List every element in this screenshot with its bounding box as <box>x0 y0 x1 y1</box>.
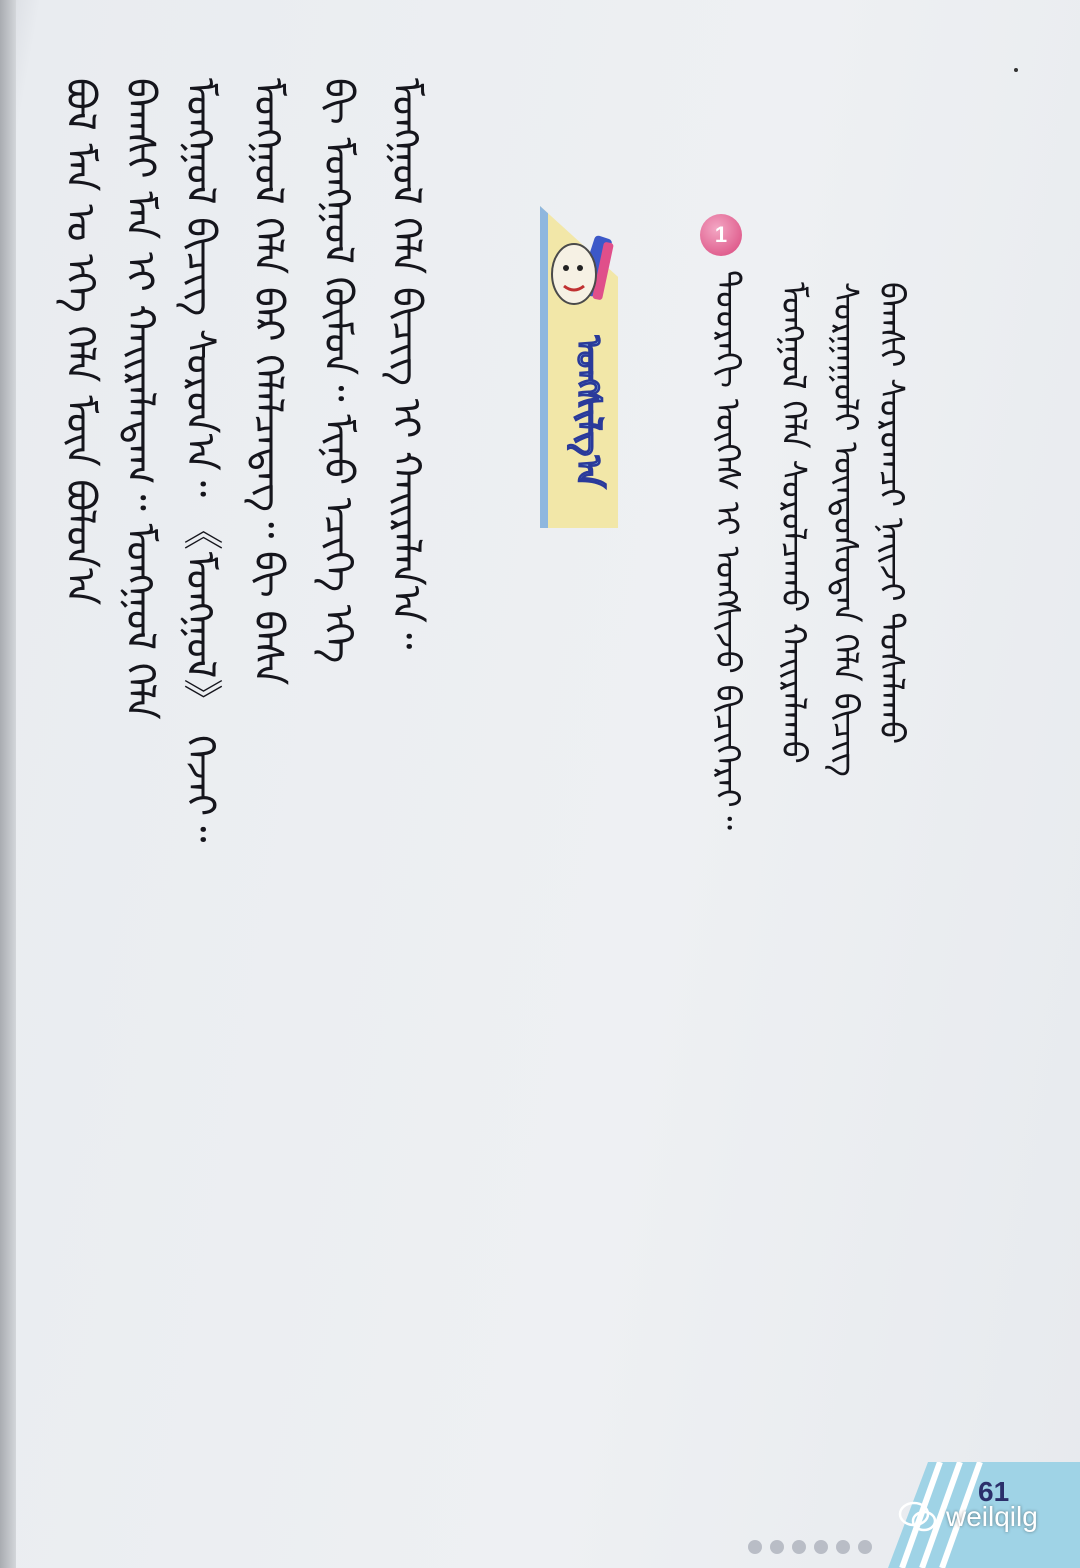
watermark <box>898 1500 1038 1534</box>
exercise-word-row-1: ᠪᠠᠭᠰᠢ ᠰᠤᠷᠤᠭᠴᠢ ᠨᠠᠢᠵᠢ ᠲᠤᠰᠠᠯᠠᠬᠤ <box>871 282 911 745</box>
dot <box>858 1540 872 1554</box>
wechat-icon <box>898 1500 938 1534</box>
exercise-word-row-3: ᠮᠣᠩᠭᠣᠯ ᠬᠡᠯᠡ ᠰᠤᠷᠤᠯᠴᠠᠬᠤ ᠬᠠᠢᠷᠠᠯᠠᠬᠤ <box>773 282 813 764</box>
page-binding-edge <box>0 0 16 1568</box>
dot <box>814 1540 828 1554</box>
page-number: 61 <box>978 1476 1010 1507</box>
exercise-number-badge <box>700 214 742 256</box>
exercise-instruction: ᠳᠣᠣᠷᠠᠬᠢ ᠦᠭᠡᠰ ᠢ ᠤᠩᠰᠢᠵᠤ ᠪᠢᠴᠢᠭᠡᠷᠡᠢ᠃ <box>707 270 747 831</box>
body-text-column-1: ᠮᠣᠩᠭᠣᠯ ᠬᠡᠯᠡ ᠪᠢᠴᠢᠭ ᠢ ᠬᠠᠢᠷᠠᠯᠠᠨ᠎ᠠ᠃ <box>383 78 429 650</box>
exercise-number: 1 <box>714 222 728 247</box>
dot <box>770 1540 784 1554</box>
dot <box>792 1540 806 1554</box>
ink-speck <box>1014 68 1018 72</box>
body-text-column-6: ᠪᠣᠯ ᠮᠠᠨ ᠤ ᠡᠬᠡ ᠬᠡᠯᠡ ᠮᠥᠨ ᠪᠣᠯᠤᠨ᠎ᠠ <box>57 78 103 606</box>
body-text-column-2: ᠪᠢ ᠮᠣᠩᠭᠣᠯ ᠬᠦᠮᠦᠨ᠃ ᠮᠢᠨᠦ ᠡᠴᠢᠭᠡ ᠡᠬᠡ <box>315 78 361 664</box>
dot <box>748 1540 762 1554</box>
body-text-column-4: ᠮᠣᠩᠭᠣᠯ ᠪᠢᠴᠢᠭ ᠰᠤᠷᠤᠨ᠎ᠠ᠃ 《ᠮᠣᠩᠭᠣᠯ》 ᠭᠡᠵᠡᠢ᠃ <box>177 78 223 843</box>
body-text-column-5: ᠪᠠᠭᠰᠢ ᠮᠠᠨ ᠢ ᠬᠠᠢᠷᠠᠯᠠᠳᠠᠭ᠃ ᠮᠣᠩᠭᠣᠯ ᠬᠡᠯᠡ <box>117 78 163 720</box>
banner-title: ᠤᠩᠰᠢᠯᠭ᠎ᠠ <box>568 336 608 488</box>
pagination-dots <box>748 1540 872 1554</box>
exercise-word-row-2: ᠰᠤᠷᠭᠠᠭᠤᠯᠢ ᠦᠨᠳᠦᠰᠦᠲᠡᠨ ᠬᠡᠯᠡ ᠪᠢᠴᠢᠭ <box>825 282 865 777</box>
watermark-text: weilqilg <box>946 1501 1038 1532</box>
dot <box>836 1540 850 1554</box>
mascot-icon <box>546 228 616 318</box>
body-text-column-3: ᠮᠣᠩᠭᠣᠯ ᠬᠡᠯᠡ ᠪᠡᠷ ᠬᠡᠯᠡᠯᠴᠡᠳᠡᠭ᠃ ᠪᠢ ᠪᠠᠰᠠ <box>245 78 291 686</box>
